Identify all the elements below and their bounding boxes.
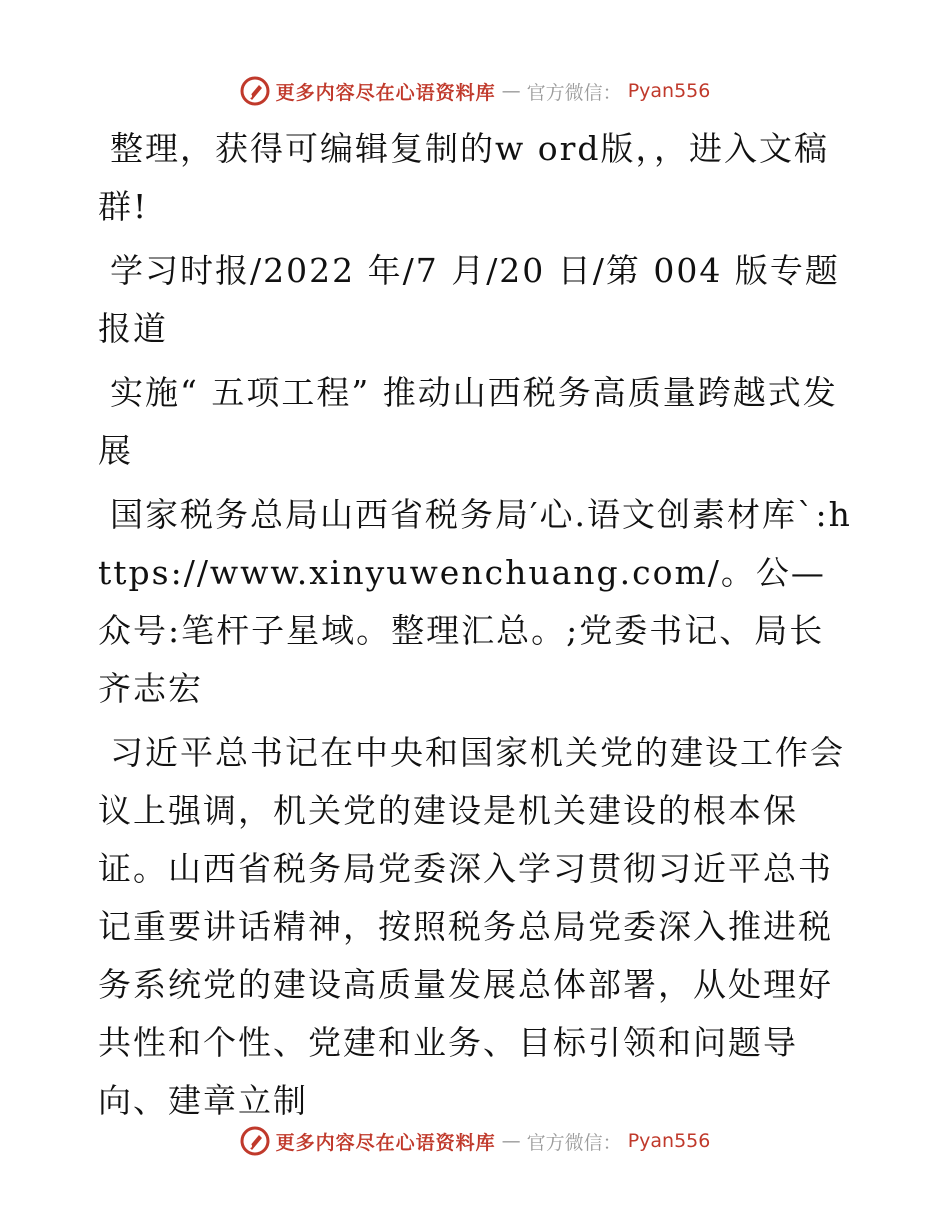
pen-logo-icon [240,76,270,106]
author-line: 国家税务总局山西省税务局′心.语文创素材库`:https://www.xinyuwenchuang.com/。公—众号:笔杆子星域。整理汇总。;党委书记、局长 齐志宏 [98,495,852,708]
source-line: 学习时报/2022 年/7 月/20 日/第 004 版专题报道 [98,251,840,348]
watermark-brand: 更多内容尽在心语资料库 [275,1131,496,1154]
footer-watermark [0,1126,950,1156]
watermark-id: Pyan556 [627,80,711,102]
watermark-official: 官方微信： [526,81,622,104]
watermark-separator: — [501,80,521,102]
watermark-separator: — [501,1130,521,1152]
document-body [98,120,858,1130]
watermark-official: 官方微信： [526,1131,622,1154]
watermark-id: Pyan556 [627,1130,711,1152]
watermark-brand: 更多内容尽在心语资料库 [275,81,496,104]
header-watermark [0,76,950,106]
article-title: 实施“ 五项工程” 推动山西税务高质量跨越式发展 [98,373,838,470]
body-paragraph: 习近平总书记在中央和国家机关党的建设工作会议上强调，机关党的建设是机关建设的根本保证。山西省税务局党委深入学习贯彻习近平总书记重要讲话精神，按照税务总局党委深入推进税务系统党的建设高质量发展总体部署，从处理好共性和个性、党建和业务、目标引领和问题导向、建章立制 [98,733,845,1120]
intro-paragraph: 整理，获得可编辑复制的w ord版，，进入文稿群! [98,129,830,226]
pen-logo-icon [240,1126,270,1156]
